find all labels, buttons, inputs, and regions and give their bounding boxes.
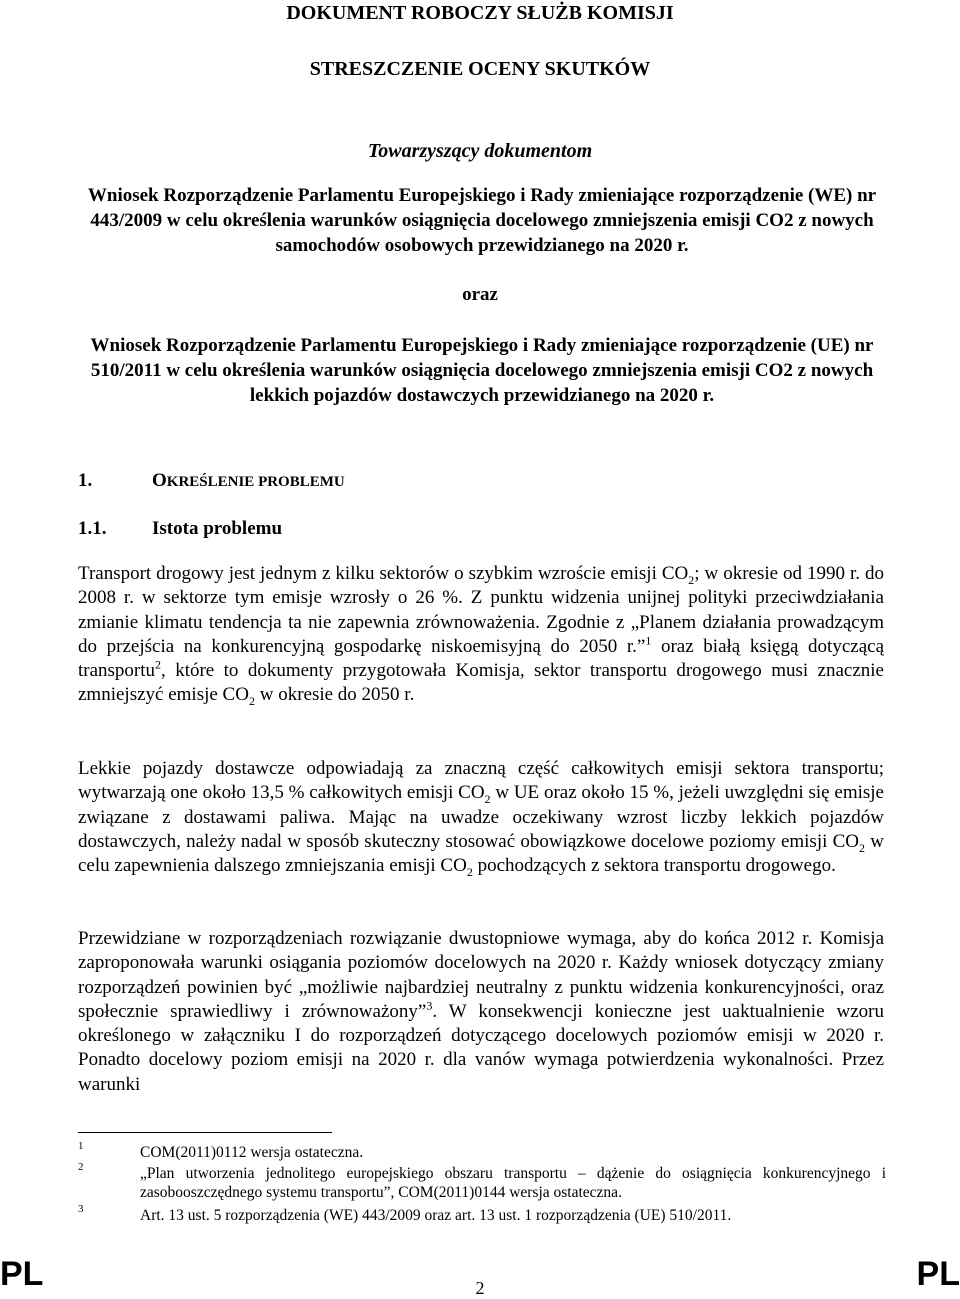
footnote-text: „Plan utworzenia jednolitego europejskiego obszaru transportu – dążenie do osiągnięcia konkurencyjnego i zasobooszczędnego systemu transportu”, COM(2011)0144 wersja ostateczna. [140,1165,886,1201]
subscript: 2 [248,694,255,709]
paragraph-3 [78,927,884,1097]
text-run: w UE oraz około 15 %, jeżeli uwzględni się emisje związane z dostawami paliwa. Mając na uwadze oczekiwany wzrost liczby lekkich pojazdów dostawczych, należy nadal w sposób skuteczny stosować obowiązkowe docelowe poziomy emisji CO [78,782,884,852]
text-run: Lekkie pojazdy dostawcze odpowiadają za znaczną część całkowitych emisji sektora transportu; wytwarzają one około 13,5 % całkowitych emisji CO [78,758,884,804]
text-run: w okresie do 2050 r. [254,684,415,706]
page-number: 2 [475,1278,485,1298]
text-run: ; w okresie od 1990 r. do 2008 r. w sektorze tym emisje wzrosły o 26 %. Z punktu widzenia unijnej polityki przeciwdziałania zmianie klimatu tendencja ta nie zapewnia zrównoważenia. Zgodnie z „Planem działania prowadzącym do przejścia na konkurencyjną gospodarkę niskoemisyjną do 2050 r.” [78,563,884,657]
text-run: Przewidziane w rozporządzeniach rozwiązanie dwustopniowe wymaga, aby do końca 2012 r. Komisja zaproponowała warunki osiągania poziomów docelowych na 2020 r. Każdy wniosek dotyczący zmiany rozporządzeń powinien być „możliwie najbardziej neutralny z punktu widzenia konkurencyjności, oraz społecznie sprawiedliwy i zrównoważony” [78,928,884,1022]
subscript: 2 [688,572,695,587]
language-code-right: PL [916,1255,960,1293]
section-heading [78,470,345,492]
proposal-first: Wniosek Rozporządzenie Parlamentu Europejskiego i Rady zmieniające rozporządzenie (WE) nr 443/2009 w celu określenia warunków osiągnięcia docelowego zmniejszenia emisji CO2 z nowych samochodów osobowych przewidzianego na 2020 r. [87,185,877,256]
text-run: Transport drogowy jest jednym z kilku sektorów o szybkim wzroście emisji CO [78,563,689,584]
language-code-left: PL [0,1255,44,1293]
accompanying-label: Towarzyszący dokumentom [367,140,593,162]
text-run: oraz białą księgą dotyczącą transportu [78,635,885,682]
paragraph-1 [78,562,884,708]
footnote-ref: 1 [645,633,652,648]
subsection-title: Istota problemu [152,518,283,539]
footnote-text: COM(2011)0112 wersja ostateczna. [140,1144,364,1161]
section-title-rest: KREŚLENIE PROBLEMU [166,474,345,490]
section-number: 1. [78,470,93,491]
footnote-text: Art. 13 ust. 5 rozporządzenia (WE) 443/2009 oraz art. 13 ust. 1 rozporządzenia (UE) 510/2011. [140,1207,732,1224]
text-run: pochodzących z sektora transportu drogowego. [472,855,836,877]
text-run: w celu zapewnienia dalszego zmniejszania emisji CO [78,830,884,877]
text-run: . W konsekwencji konieczne jest uaktualnienie wzoru określonego w załączniku I do rozporządzeń dotyczącego docelowych poziomów emisji w 2020 r. Ponadto docelowy poziom emisji na 2020 r. dla vanów wymaga potwierdzenia wykonalności. Przez warunki [78,1000,884,1095]
footnote-mark: 3 [78,1203,84,1215]
footnote-ref: 3 [426,998,433,1013]
footnote-separator [78,1132,332,1133]
footnote-mark: 2 [78,1161,84,1173]
subscript: 2 [859,840,866,855]
subsection-heading [78,518,282,540]
section-title-initial: O [152,470,167,491]
subscript: 2 [484,792,491,807]
text-run: , które to dokumenty przygotowała Komisja, sektor transportu drogowego musi znacznie zmniejszyć emisje CO [78,660,884,706]
proposal-second: Wniosek Rozporządzenie Parlamentu Europejskiego i Rady zmieniające rozporządzenie (UE) nr 510/2011 w celu określenia warunków osiągnięcia docelowego zmniejszenia emisji CO2 z nowych lekkich pojazdów dostawczych przewidzianego na 2020 r. [90,335,874,406]
document-title: DOKUMENT ROBOCZY SŁUŻB KOMISJI [286,2,674,24]
footnote-ref: 2 [155,657,162,672]
subsection-number: 1.1. [78,518,107,539]
footnote-1 [78,1140,886,1162]
proposal-connector: oraz [462,284,498,305]
footnote-2 [78,1161,886,1202]
footnote-mark: 1 [78,1140,84,1152]
subscript: 2 [466,864,473,879]
paragraph-2 [78,757,884,878]
document-subtitle: STRESZCZENIE OCENY SKUTKÓW [309,58,651,80]
footnote-3 [78,1203,886,1225]
